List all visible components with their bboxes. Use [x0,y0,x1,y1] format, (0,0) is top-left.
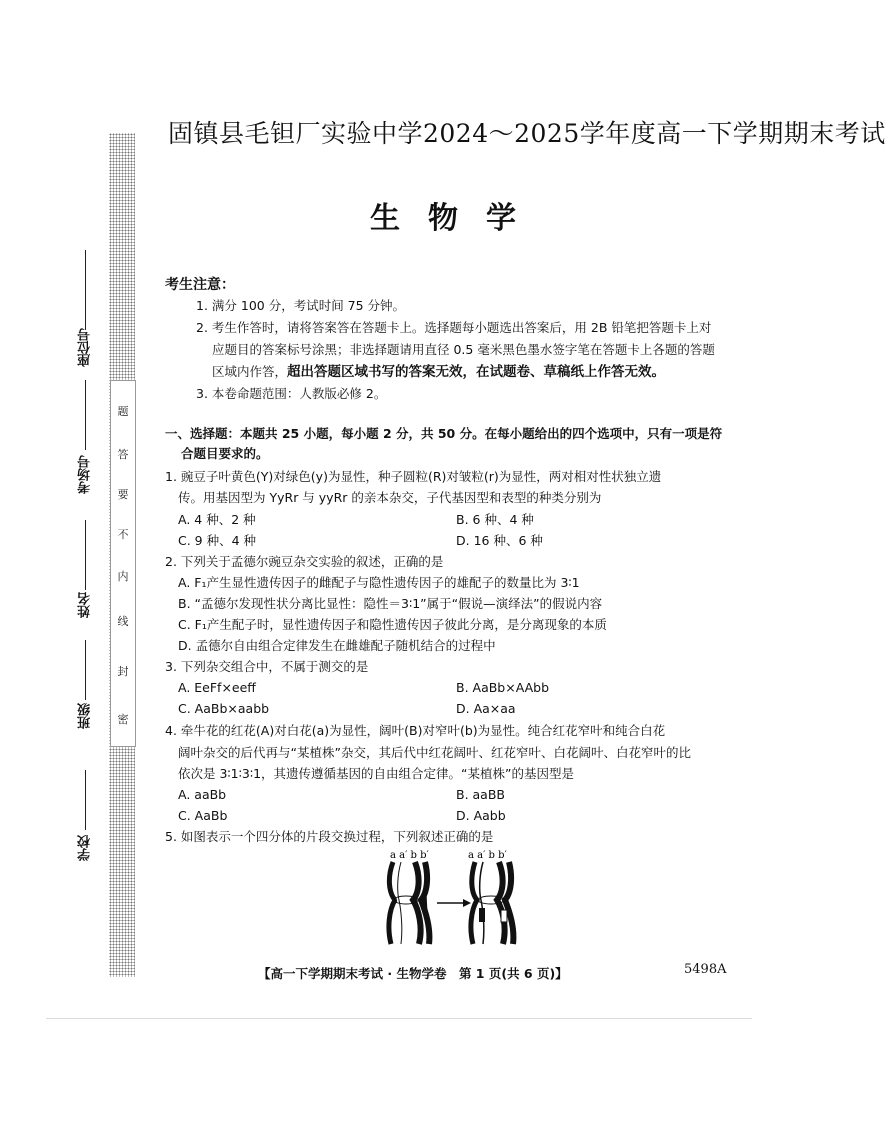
page-footer: 【高一下学期期末考试 · 生物学卷 第 1 页(共 6 页)】 [258,966,568,981]
option-3a: A. EeFf×eeff [178,680,256,695]
notice-item-1: 1. 满分 100 分，考试时间 75 分钟。 [196,298,406,313]
notice-item-2-line2: 应题目的答案标号涂黑；非选择题请用直径 0.5 毫米黑色墨水签字笔在答题卡上各题的答题 [212,342,715,357]
option-1a: A. 4 种、2 种 [178,512,256,527]
class-line [85,640,86,700]
seal-char: 封 [117,665,129,678]
option-2c: C. F₁产生配子时，显性遗传因子和隐性遗传因子彼此分离，是分离现象的本质 [178,617,607,632]
option-4b: B. aaBB [456,787,505,802]
school-label: 学校 [78,835,93,861]
notice-item-3: 3. 本卷命题范围：人教版必修 2。 [196,386,387,401]
figure-label-left: a a′ b b′ [390,850,429,861]
exam-code: 5498A [684,962,727,977]
question-1: 1. 豌豆子叶黄色(Y)对绿色(y)为显性，种子圆粒(R)对皱粒(r)为显性，两对相对性状独立遗 [165,469,662,484]
question-2: 2. 下列关于孟德尔豌豆杂交实验的叙述，正确的是 [165,554,444,569]
room-number-label: 考场号 [78,455,93,494]
name-line [85,520,86,590]
seal-char: 内 [117,570,129,583]
tetrad-after [471,862,513,944]
seal-char: 题 [117,405,129,418]
question-4: 4. 牵牛花的红花(A)对白花(a)为显性，阔叶(B)对窄叶(b)为显性。纯合红花窄叶和纯合白花 [165,723,666,738]
option-1d: D. 16 种、6 种 [456,533,543,548]
option-1c: C. 9 种、4 种 [178,533,257,548]
seat-number-label: 座位号 [78,328,93,367]
option-2a: A. F₁产生显性遗传因子的雌配子与隐性遗传因子的雄配子的数量比为 3∶1 [178,575,580,590]
option-4a: A. aaBb [178,787,227,802]
seal-box [110,380,136,747]
notice-item-2-line3: 区域内作答，超出答题区域书写的答案无效，在试题卷、草稿纸上作答无效。 [212,364,666,380]
school-line [85,770,86,830]
section-heading: 一、选择题：本题共 25 小题，每小题 2 分，共 50 分。在每小题给出的四个选项中，只有一项是符 [165,426,723,441]
question-4-line2: 阔叶杂交的后代再与“某植株”杂交，其后代中红花阔叶、红花窄叶、白花阔叶、白花窄叶的比 [178,745,691,760]
subject-title: 生物学 [370,201,544,236]
notice-emphasis: 超出答题区域书写的答案无效，在试题卷、草稿纸上作答无效。 [287,364,666,380]
option-1b: B. 6 种、4 种 [456,512,534,527]
figure-label-right: a a′ b b′ [468,850,507,861]
exam-title: 固镇县毛钽厂实验中学2024～2025学年度高一下学期期末考试 [168,119,886,148]
name-label: 姓名 [78,592,93,618]
option-3b: B. AaBb×AAbb [456,680,550,695]
class-label: 班级 [78,703,93,729]
seal-char: 线 [117,615,129,628]
question-4-line3: 依次是 3∶1∶3∶1，其遗传遵循基因的自由组合定律。“某植株”的基因型是 [178,766,574,781]
seal-char: 答 [117,448,129,461]
option-4c: C. AaBb [178,808,228,823]
option-2d: D. 孟德尔自由组合定律发生在雌雄配子随机结合的过程中 [178,638,496,653]
tetrad-before [389,862,429,944]
notice-heading: 考生注意： [165,277,235,293]
seat-line [85,250,86,330]
seal-char: 密 [117,713,129,726]
room-line [85,380,86,450]
seal-char: 不 [117,528,129,541]
notice-item-2: 2. 考生作答时，请将答案答在答题卡上。选择题每小题选出答案后，用 2B 铅笔把答题卡上对 [196,320,712,335]
option-3d: D. Aa×aa [456,701,516,716]
question-5: 5. 如图表示一个四分体的片段交换过程，下列叙述正确的是 [165,829,494,844]
question-1-line2: 传。用基因型为 YyRr 与 yyRr 的亲本杂交，子代基因型和表型的种类分别为 [178,490,602,505]
section-heading-line2: 合题目要求的。 [181,446,269,461]
tetrad-crossover-figure [375,848,535,948]
seal-char: 要 [117,488,129,501]
option-3c: C. AaBb×aabb [178,701,270,716]
question-3: 3. 下列杂交组合中，不属于测交的是 [165,659,369,674]
option-2b: B. “孟德尔发现性状分离比显性：隐性＝3∶1”属于“假说—演绎法”的假说内容 [178,596,603,611]
option-4d: D. Aabb [456,808,506,823]
arrow-icon [437,899,471,907]
